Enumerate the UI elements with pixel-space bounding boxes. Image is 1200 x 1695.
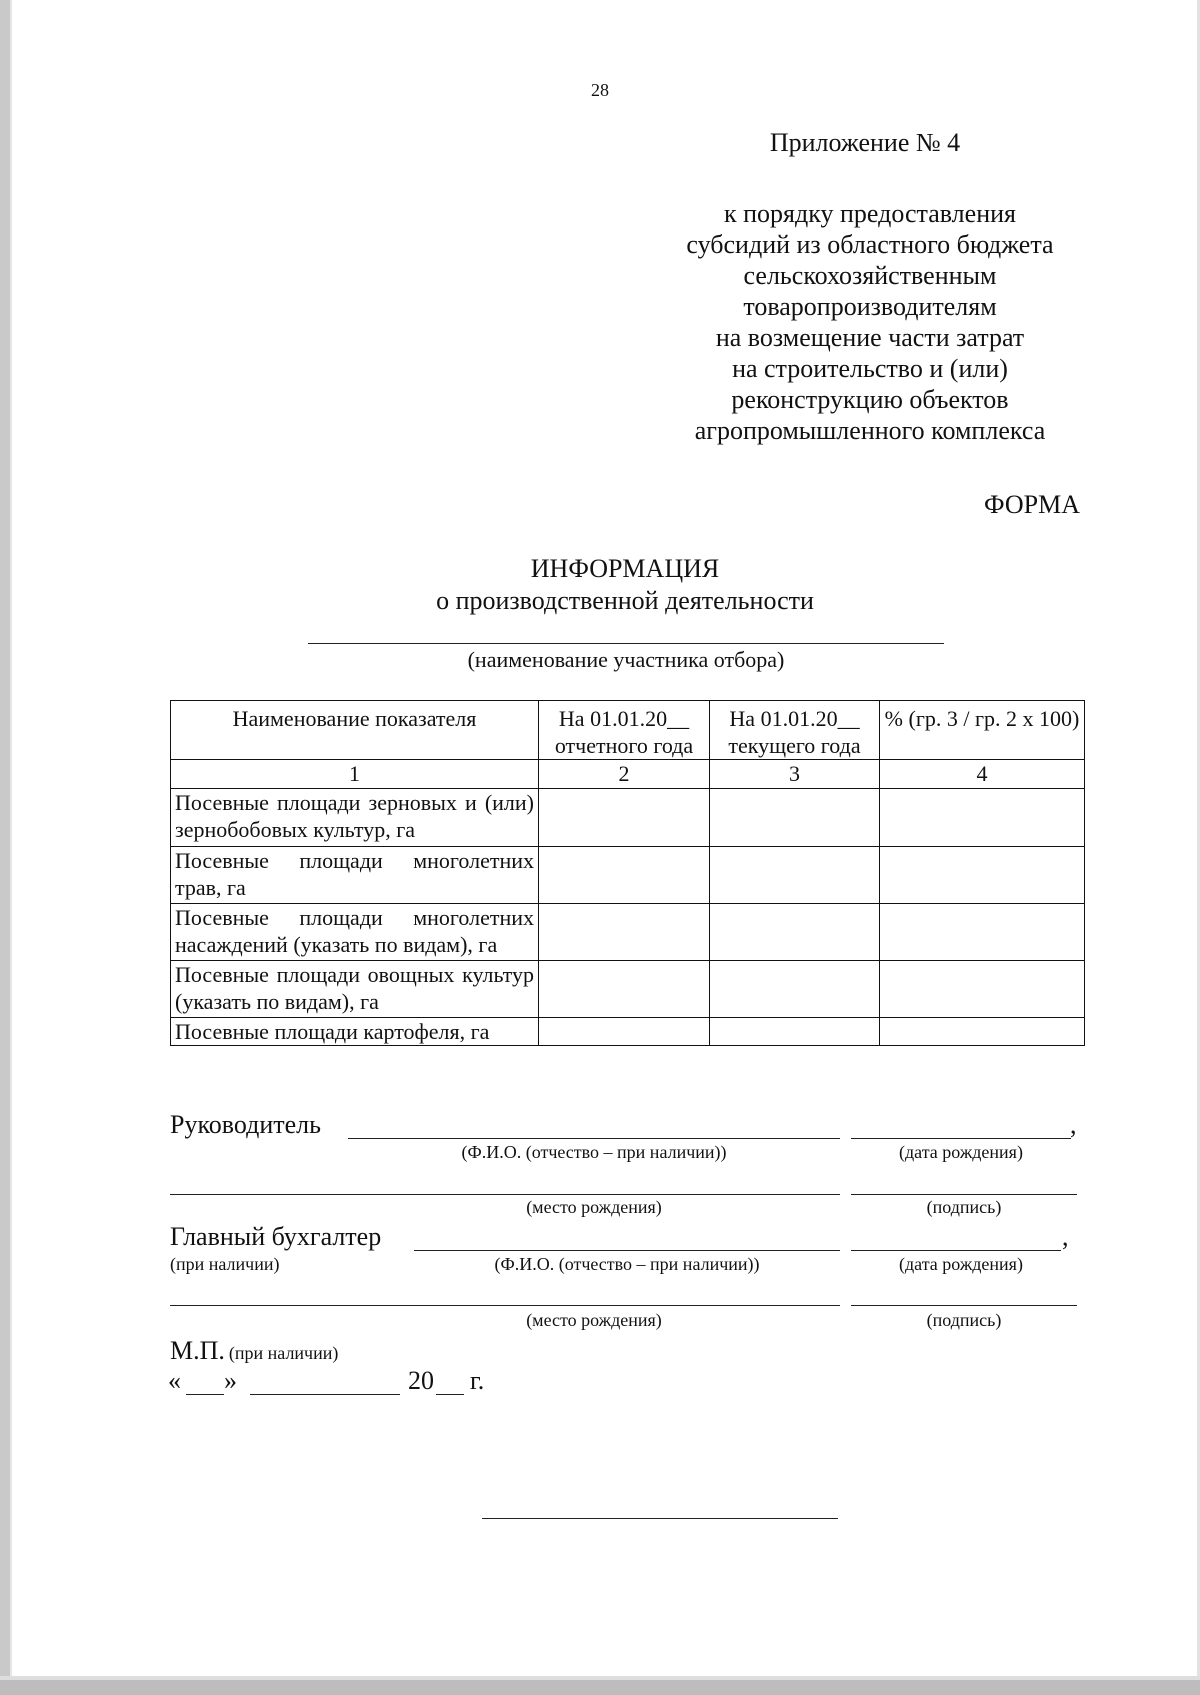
fio-caption: (Ф.И.О. (отчество – при наличии)) [461,1142,727,1162]
table-row [171,789,1085,847]
page-number: 28 [591,80,609,100]
appendix-line: на строительство и (или) [732,354,1008,383]
head-birth-date-line[interactable] [851,1138,1071,1139]
row-label: Посевные площади многолетних трав, га [171,847,539,904]
row-label: Посевные площади картофеля, га [171,1018,539,1046]
participant-name-line [308,643,944,644]
table-column-numbers-row [171,760,1085,789]
column-number: 3 [710,760,880,789]
stamp-caption: (при наличии) [228,1343,339,1363]
table-row [171,961,1085,1018]
appendix-line: сельскохозяйственным [743,261,997,290]
value-cell[interactable] [539,789,710,847]
head-signature-line[interactable] [851,1194,1077,1195]
row-label: Посевные площади многолетних насаждений (указать по видам), га [171,904,539,961]
stamp-label: М.П. [170,1336,225,1365]
birth-date-caption: (дата рождения) [899,1142,1023,1162]
value-cell[interactable] [539,847,710,904]
date-year-suffix: г. [470,1366,485,1395]
birth-place-caption: (место рождения) [526,1197,662,1217]
signature-caption: (подпись) [926,1310,1002,1330]
page-edge-left-inner [10,0,12,1695]
header-indicator: Наименование показателя [171,701,539,760]
accountant-birth-date-line[interactable] [851,1250,1061,1251]
row-label: Посевные площади зерновых и (или) зернобобовых культур, га [171,789,539,847]
date-open-quote: « [168,1366,181,1395]
head-birth-place-line[interactable] [170,1194,840,1195]
participant-caption: (наименование участника отбора) [467,647,785,672]
value-cell[interactable] [880,847,1085,904]
head-fio-line[interactable] [348,1138,840,1139]
birth-place-caption: (место рождения) [526,1310,662,1330]
page-edge-left [0,0,10,1695]
comma: , [1062,1222,1069,1251]
value-cell[interactable] [880,789,1085,847]
column-number: 1 [171,760,539,789]
date-year-line[interactable] [436,1394,464,1395]
value-cell[interactable] [710,789,880,847]
signature-caption: (подпись) [926,1197,1002,1217]
table-row [171,904,1085,961]
head-label: Руководитель [170,1110,321,1139]
value-cell[interactable] [710,961,880,1018]
production-table [170,700,1085,1046]
value-cell[interactable] [539,904,710,961]
appendix-line: товаропроизводителям [743,292,997,321]
form-label: ФОРМА [984,490,1080,519]
if-any-caption: (при наличии) [170,1254,280,1274]
date-year-prefix: 20 [408,1366,434,1395]
appendix-line: субсидий из областного бюджета [686,230,1054,259]
appendix-line: на возмещение части затрат [715,323,1025,352]
value-cell[interactable] [539,1018,710,1046]
column-number: 4 [880,760,1085,789]
appendix-line: агропромышленного комплекса [694,416,1046,445]
appendix-line: реконструкцию объектов [731,385,1009,414]
header-percent: % (гр. 3 / гр. 2 х 100) [880,701,1085,760]
header-reporting-year: На 01.01.20__ отчетного года [539,701,710,760]
value-cell[interactable] [880,1018,1085,1046]
value-cell[interactable] [880,961,1085,1018]
page-edge-bottom [0,1680,1200,1695]
title-main: ИНФОРМАЦИЯ [530,554,720,583]
appendix-title: Приложение № 4 [769,128,961,157]
value-cell[interactable] [710,847,880,904]
appendix-description [640,198,1100,446]
date-day-line[interactable] [186,1394,224,1395]
column-number: 2 [539,760,710,789]
fio-caption: (Ф.И.О. (отчество – при наличии)) [494,1254,760,1274]
document-title [0,553,1200,617]
comma: , [1070,1110,1077,1139]
birth-date-caption: (дата рождения) [899,1254,1023,1274]
accountant-birth-place-line[interactable] [170,1305,840,1306]
accountant-fio-line[interactable] [414,1250,840,1251]
stamp-place [170,1336,338,1366]
table-row [171,1018,1085,1046]
table-row [171,847,1085,904]
value-cell[interactable] [710,904,880,961]
accountant-label: Главный бухгалтер [170,1222,382,1251]
table-header-row [171,701,1085,760]
date-close-quote: » [224,1366,237,1395]
closing-separator [482,1518,838,1519]
title-sub: о производственной деятельности [436,586,814,615]
date-month-line[interactable] [250,1394,400,1395]
row-label: Посевные площади овощных культур (указать по видам), га [171,961,539,1018]
value-cell[interactable] [880,904,1085,961]
header-current-year: На 01.01.20__ текущего года [710,701,880,760]
appendix-line: к порядку предоставления [724,199,1016,228]
value-cell[interactable] [710,1018,880,1046]
accountant-signature-line[interactable] [851,1305,1077,1306]
value-cell[interactable] [539,961,710,1018]
